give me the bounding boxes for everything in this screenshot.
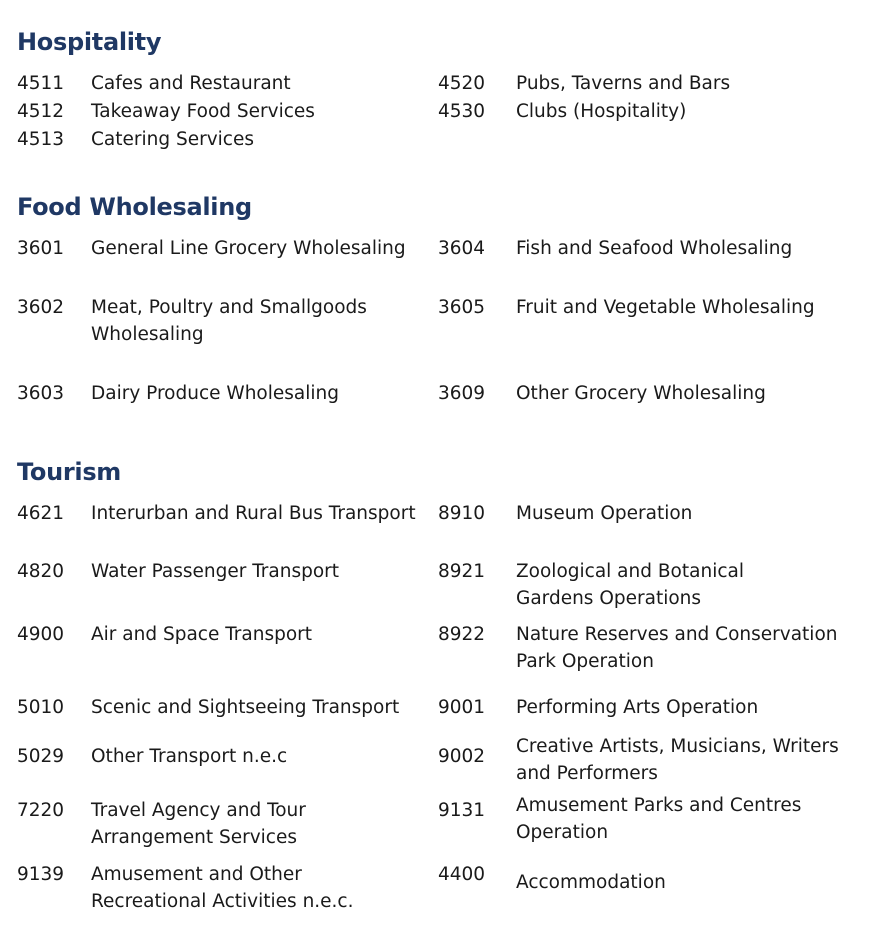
label-tourism-left-2: Water Passenger Transport	[91, 561, 340, 582]
section-heading-tourism: Tourism	[17, 458, 122, 486]
section-heading-food-wholesaling: Food Wholesaling	[17, 193, 252, 221]
label-tourism-left-6: Travel Agency and Tour Arrangement Services	[91, 800, 306, 848]
label-tourism-left-1: Interurban and Rural Bus Transport	[91, 503, 416, 524]
label-tourism-right-4: Performing Arts Operation	[516, 697, 759, 718]
code-tourism-right-4: 9001	[438, 697, 486, 718]
label-hospitality-right-2: Clubs (Hospitality)	[516, 101, 687, 122]
code-tourism-right-1: 8910	[438, 503, 486, 524]
label-tourism-left-5: Other Transport n.e.c	[91, 746, 288, 767]
label-food-right-2: Fruit and Vegetable Wholesaling	[516, 297, 815, 318]
label-hospitality-left-2: Takeaway Food Services	[91, 101, 315, 122]
code-food-right-1: 3604	[438, 238, 486, 259]
label-food-right-1: Fish and Seafood Wholesaling	[516, 238, 793, 259]
label-hospitality-left-3: Catering Services	[91, 129, 254, 150]
label-tourism-left-3: Air and Space Transport	[91, 624, 313, 645]
section-heading-hospitality: Hospitality	[17, 28, 162, 56]
code-tourism-left-1: 4621	[17, 503, 65, 524]
code-tourism-left-4: 5010	[17, 697, 65, 718]
code-tourism-right-6: 9131	[438, 800, 486, 821]
code-tourism-right-2: 8921	[438, 561, 486, 582]
code-food-left-1: 3601	[17, 238, 65, 259]
code-tourism-right-5: 9002	[438, 746, 486, 767]
label-tourism-right-6: Amusement Parks and Centres Operation	[516, 795, 802, 843]
label-hospitality-left-1: Cafes and Restaurant	[91, 73, 291, 94]
code-food-right-2: 3605	[438, 297, 486, 318]
code-hospitality-left-3: 4513	[17, 129, 65, 150]
code-food-left-3: 3603	[17, 383, 65, 404]
label-tourism-left-4: Scenic and Sightseeing Transport	[91, 697, 400, 718]
label-food-right-3: Other Grocery Wholesaling	[516, 383, 766, 404]
label-food-left-2: Meat, Poultry and Smallgoods Wholesaling	[91, 297, 367, 345]
label-tourism-left-7: Amusement and Other Recreational Activities n.e.c.	[91, 864, 354, 912]
code-hospitality-left-2: 4512	[17, 101, 65, 122]
code-food-left-2: 3602	[17, 297, 65, 318]
label-tourism-right-1: Museum Operation	[516, 503, 693, 524]
code-hospitality-right-2: 4530	[438, 101, 486, 122]
code-tourism-left-7: 9139	[17, 864, 65, 885]
label-tourism-right-2: Zoological and Botanical Gardens Operations	[516, 561, 744, 609]
code-tourism-right-3: 8922	[438, 624, 486, 645]
label-tourism-right-3: Nature Reserves and Conservation Park Operation	[516, 624, 838, 672]
code-tourism-left-2: 4820	[17, 561, 65, 582]
code-tourism-right-7: 4400	[438, 864, 486, 885]
code-tourism-left-3: 4900	[17, 624, 65, 645]
code-tourism-left-5: 5029	[17, 746, 65, 767]
code-tourism-left-6: 7220	[17, 800, 65, 821]
code-hospitality-right-1: 4520	[438, 73, 486, 94]
label-food-left-3: Dairy Produce Wholesaling	[91, 383, 339, 404]
label-tourism-right-7: Accommodation	[516, 872, 666, 893]
label-tourism-right-5: Creative Artists, Musicians, Writers and Performers	[516, 736, 839, 784]
label-hospitality-right-1: Pubs, Taverns and Bars	[516, 73, 731, 94]
label-food-left-1: General Line Grocery Wholesaling	[91, 238, 406, 259]
code-food-right-3: 3609	[438, 383, 486, 404]
code-hospitality-left-1: 4511	[17, 73, 65, 94]
